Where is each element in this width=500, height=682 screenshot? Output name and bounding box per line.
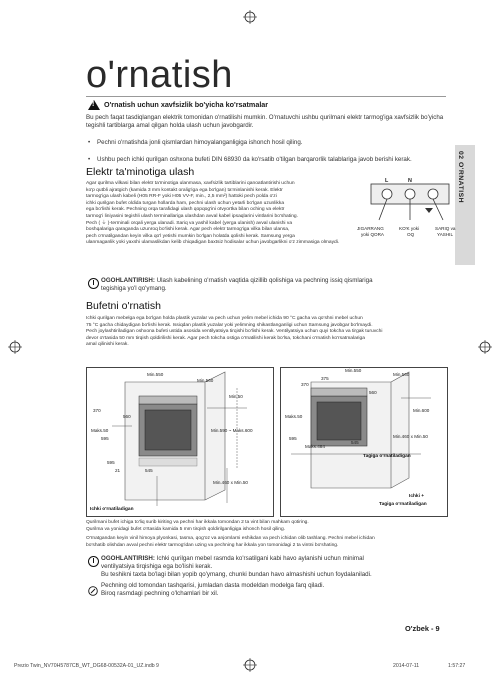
dim-label: Min.460 x Min.50	[213, 480, 248, 485]
bufet-text	[86, 316, 446, 349]
dim-label: Min.550	[147, 372, 164, 377]
bufet-line: Pech joylashtiriladigan oshxona bufeti ustida asosida ventilyatsiya tirqishi bo'lishi kerak. Ventilyatsiya uchun quyi tokcha va tirgak turuvchi	[86, 329, 383, 335]
electric-line: ko'p qutbli ajratgich (kamida 3 mm kontakt oralig'iga ega bo'lgan) ta'minlanishi kerak. Elektr	[86, 187, 283, 193]
side-tab-label: 02 O'RNATISH	[457, 151, 464, 204]
terminal-diagram	[357, 178, 456, 246]
electric-heading: Elektr ta'minotiga ulash	[86, 166, 195, 178]
dim-label: Min.590 ~ Maks.600	[211, 428, 253, 433]
electric-line: boshqalariga qaraganda uzunroq bo'lishi kerak. Agar pech elektr tarmog'iga vilka bilan ulansa,	[86, 227, 290, 233]
dim-label: Min.600	[413, 408, 430, 413]
electric-line: ichki qurilgan bufet oldida turgan hollarda ham, pechni ulash uchun yetarli bo'lgan uzunlikka	[86, 200, 285, 206]
diagram-caption: Tagiga o'rnatiladigan	[363, 454, 411, 459]
caution-line: Bu teshikni taxta bo'lagi bilan yopib qo'ymang, chunki bundan havo almashishi uchun foydalaniladi.	[101, 571, 372, 579]
terminal-mid-label: KO'K yoki	[399, 226, 420, 231]
note-line: Pechning old tomondan tashqarisi, jumladan dasta modeldan modelga farq qiladi.	[101, 582, 325, 589]
diagram-caption-combined: Ichki +	[409, 494, 425, 499]
bufet-line: amal qilinishi kerak.	[86, 342, 129, 348]
registration-mark-icon	[243, 10, 257, 24]
bufet-line: Ichki qurilgan mebelga ega bo'lgan holda plastik yuzalar va pech uchun yelim mebel ichida 90 °C gacha va qo'shni mebel uchun	[86, 316, 363, 321]
terminal-right-label: SARIQ va	[435, 226, 456, 231]
registration-mark-icon	[243, 658, 257, 672]
electric-line: Agar qurilma vilkasi bilan elektr ta'minotiga ulanmasa, xavfsizlik tartiblarini qanoatlantirishi uchun	[86, 181, 295, 186]
dim-label: Min.550	[345, 368, 362, 373]
diagram-built-in	[86, 367, 274, 517]
terminal-block-figure	[365, 178, 455, 228]
terminal-right-label-2: YASHIL	[437, 232, 453, 237]
bufet-line: 75 °C gacha chidaydigan bo'lishi kerak. Issiqdan plastik yuzalar yoki yelimning shikastlanganligi uchun Samsung javobgar bo'lmaydi.	[86, 322, 373, 328]
dim-label: 560	[123, 414, 131, 419]
electric-line: ega bo'lishi kerak. Pechning orqa tarafidagi ulash qopqog'ini otvyortka bilan oching va elektr	[86, 207, 285, 213]
diagram-under-counter	[280, 367, 448, 517]
registration-mark-icon	[478, 340, 492, 354]
page-title: o'rnatish	[86, 54, 233, 96]
diagram-caption-combined-2: Tagiga o'rnatiladigan	[379, 502, 427, 507]
after-line: Qurilma va yonidagi bufet o'rtasida kamida 5 mm tirqish qoldirilganligiga ishonch hosil qiling.	[86, 526, 286, 532]
install-after-text	[86, 520, 446, 549]
safety-heading	[88, 100, 268, 110]
caution-label: OGOHLANTIRISH:	[101, 555, 155, 562]
dim-label: 375	[321, 376, 329, 381]
dim-label: Maks.50	[285, 414, 303, 419]
terminal-n-label: N	[408, 178, 412, 184]
caution-text-2: tegishiga yo'l qo'ymang.	[101, 285, 167, 293]
dim-label: 595	[101, 436, 109, 441]
caution-line: Ichki qurilgan mebel rasmda ko'rsatilgani kabi havo aylanishi uchun minimal	[156, 555, 364, 562]
caution-icon	[88, 278, 99, 289]
electric-caution	[101, 277, 446, 293]
caution-label: OGOHLANTIRISH:	[101, 277, 155, 284]
after-line: bo'shatib olishdan avval pechni elektr tarmog'idan uzing va pechning har ikkala yon tomonidagi 2 ta vintni bo'shating.	[86, 542, 339, 548]
dim-label: 595	[289, 436, 297, 441]
warning-icon	[88, 100, 100, 110]
dim-label: 370	[301, 382, 309, 387]
dim-label: Maks.484	[305, 444, 325, 449]
safety-heading-text: O'rnatish uchun xavfsizlik bo'yicha ko'rsatmalar	[104, 100, 269, 109]
title-rule	[86, 96, 446, 97]
bufet-line: devor o'rtasida 50 mm tirqish qoldirilishi kerak. Agar pech tokcha ostiga o'rnatilishi kerak bo'lsa, tokchani o'rnatish ko'rsatmalariga	[86, 335, 365, 341]
terminal-l-label: L	[385, 178, 389, 184]
dim-label: 545	[351, 440, 359, 445]
electric-line: tarmog'iga ulash kabeli (H05 RR-F yoki H05 VV-F, min., 2,5 mm²) hattoki pech polda o'zi	[86, 194, 277, 200]
bufet-caution	[101, 555, 451, 580]
caution-text: Ulash kabelining o'rnatish vaqtida qizillib qolishiga va pechning issiq qismlariga	[156, 277, 373, 284]
footer-time: 1:57:27	[448, 663, 466, 669]
note-icon	[88, 583, 98, 593]
dim-label: 21	[115, 468, 121, 473]
dim-label: 560	[369, 390, 377, 395]
safety-intro: Bu pech faqat tasdiqlangan elektrik tomonidan o'rnatilishi mumkin. O'rnatuvchi ushbu qurilmani elektr tarmog'iga xavfsizlik bo'yicha tegishli tartiblarga amal qilgan holda ulash uchun javobgardir.	[86, 114, 444, 130]
dim-label: 370	[93, 408, 101, 413]
footer-date: 2014-07-11	[393, 663, 420, 669]
caution-line: ventilyatsiya tirqishiga ega bo'lishi kerak.	[101, 563, 213, 571]
dim-label: 595	[107, 460, 115, 465]
after-line: Qurilmani bufet ichiga to'liq surib kiriting va pechni har ikkala tomondan 2 ta vint bilan mahkam qotiring.	[86, 520, 309, 525]
caution-icon	[88, 556, 99, 567]
dim-label: Min.460 x Min.50	[393, 434, 428, 439]
terminal-left-label: JIGARRANG	[357, 226, 384, 231]
dim-label: Min.560	[197, 378, 214, 383]
dim-label: Min.560	[393, 372, 410, 377]
electric-text	[86, 181, 371, 247]
dim-label: Maks.50	[91, 428, 109, 433]
side-tab	[455, 145, 475, 265]
electric-line: ulanmaganlik yoki yaxshi ulamaslikdan kelib chiqadigan baxtsiz hodisalar uchun javobgarlikni o'z zimmasiga olmaydi.	[86, 240, 340, 246]
page-number: O'zbek - 9	[405, 624, 440, 633]
bufet-heading: Bufetni o'rnatish	[86, 300, 161, 312]
note-line: Biroq rasmdagi pechning o'lchamlari bir xil.	[101, 590, 219, 598]
dim-label: Min.50	[229, 394, 243, 399]
safety-bullet: • Ushbu pech ichki qurilgan oshxona bufeti DIN 68930 da ko'rsatib o'tilgan barqarorlik talablariga javob berishi kerak.	[88, 156, 442, 164]
electric-line: pech o'rnatilgandan keyin vilka qo'l yetishi mumkin bo'lgan holatda qolishi kerak. Samsung yerga	[86, 233, 295, 239]
diagram-caption: Ichki o'rnatiladigan	[90, 507, 134, 512]
bufet-note	[101, 582, 446, 598]
electric-line: Pech ( ⏚ )-terminali orqali yerga ulanadi. Sariq va yashil kabel (yerga ulanish) avval ulanishi va	[86, 220, 293, 226]
electric-line: tarmog'i liniyasini tegishli ulash terminallariga ulashdan avval kabel ipsaqlarini vintlarini bo'shating.	[86, 213, 299, 219]
built-in-drawing	[87, 368, 273, 516]
footer-file: Prezio Twin_NV70H5787CB_WT_DG68-00532A-01_UZ.indb 9	[14, 663, 159, 669]
after-line: O'rnatgandan keyin vinil himoya plyonkasi, tasma, qog'oz va anjomlarni eshikdan va pech ichidan olib tashlang. Pechni mebel ichidan	[86, 536, 375, 542]
terminal-mid-label-2: OQ	[407, 232, 415, 237]
terminal-left-label-2: yoki QORA	[361, 232, 384, 237]
dim-label: 545	[145, 468, 153, 473]
safety-bullet: • Pechni o'rnatishda jonli qismlardan himoyalanganligiga ishonch hosil qiling.	[88, 139, 453, 147]
registration-mark-icon	[8, 340, 22, 354]
